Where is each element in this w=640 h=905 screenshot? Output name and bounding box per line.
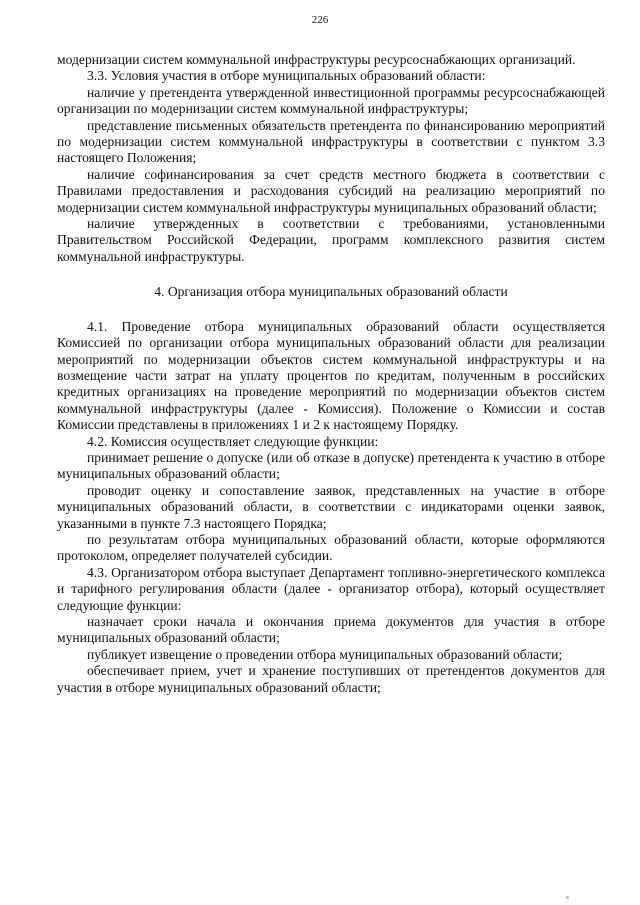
document-body <box>57 52 605 696</box>
section-4-body <box>57 319 605 696</box>
paragraph: модернизации систем коммунальной инфраструктуры ресурсоснабжающих организаций. <box>57 52 576 67</box>
paragraph: наличие у претендента утвержденной инвестиционной программы ресурсоснабжающей организации по модернизации систем коммунальной инфраструктуры; <box>57 84 605 117</box>
paragraph: публикует извещение о проведении отбора муниципальных образований области; <box>87 646 563 662</box>
paragraph: 3.3. Условия участия в отборе муниципальных образований области: <box>87 68 486 84</box>
paragraph: 4.3. Организатором отбора выступает Департамент топливно-энергетического комплекса и тарифного регулирования области (далее - организатор отбора), который осуществляет следующие функции: <box>57 564 605 613</box>
section-heading: 4. Организация отбора муниципальных образований области <box>154 284 508 300</box>
paragraph: наличие софинансирования за счет средств местного бюджета в соответствии с Правилами предоставления и расходования субсидий на реализацию мероприятий по модернизации систем коммунальной инфраструктуры муниципальных образований области; <box>57 166 605 215</box>
paragraph: представление письменных обязательств претендента по финансированию мероприятий по модернизации систем коммунальной инфраструктуры в соответствии с пунктом 3.3 настоящего Положения; <box>57 117 605 166</box>
paragraph: обеспечивает прием, учет и хранение поступивших от претендентов документов для участия в отборе муниципальных образований области; <box>57 663 605 695</box>
paragraph: проводит оценку и сопоставление заявок, представленных на участие в отборе муниципальных образований области, в соответствии с индикаторами оценки заявок, указанными в пункте 7.3 настоящего Порядка; <box>57 482 605 531</box>
paragraph: 4.2. Комиссия осуществляет следующие функции: <box>87 433 379 449</box>
paragraph: наличие утвержденных в соответствии с требованиями, установленными Правительством Российской Федерации, программ комплексного развития систем коммунальной инфраструктуры. <box>57 216 605 264</box>
scan-dot-mark <box>566 896 569 899</box>
paragraph: по результатам отбора муниципальных образований области, которые оформляются протоколом, определяет получателей субсидии. <box>57 531 605 564</box>
paragraph: 4.1. Проведение отбора муниципальных образований области осуществляется Комиссией по организации отбора муниципальных образований области для реализации мероприятий по модернизации объектов систем коммунальной инфраструктуры и на возмещение части затрат на уплату процентов по кредитам, полученным в российских кредитных организациях на проведение мероприятий по модернизации объектов систем коммунальной инфраструктуры (далее - Комиссия). Положение о Комиссии и состав Комиссии представлены в приложениях 1 и 2 к настоящему Порядку. <box>57 318 605 433</box>
page-number: 226 <box>311 14 329 26</box>
paragraph: назначает сроки начала и окончания приема документов для участия в отборе муниципальных образований области; <box>57 614 605 646</box>
section-3-tail <box>57 52 605 265</box>
paragraph: принимает решение о допуске (или об отказе в допуске) претендента к участию в отборе муниципальных образований области; <box>57 449 605 482</box>
